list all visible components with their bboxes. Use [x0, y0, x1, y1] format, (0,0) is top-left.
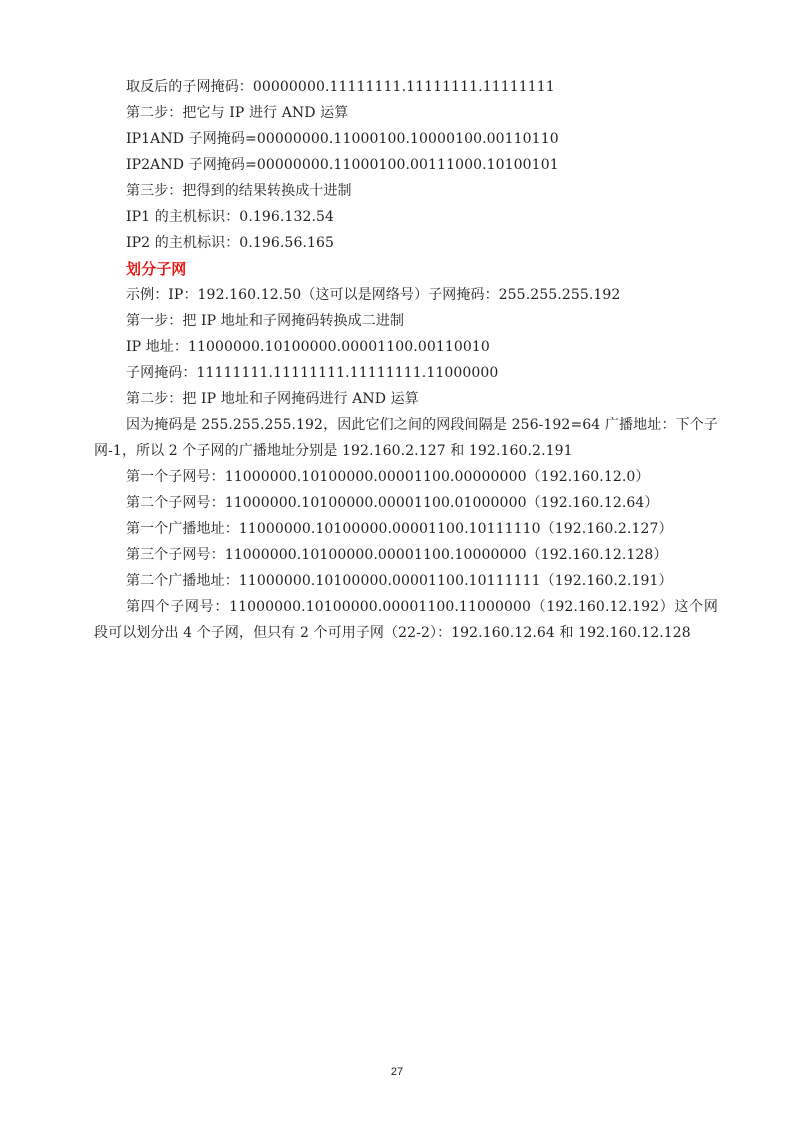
text-line: 第一步：把 IP 地址和子网掩码转换成二进制	[126, 313, 405, 329]
text-line: 第一个子网号：11000000.10100000.00001100.00000000（192.160.12.0）	[126, 469, 650, 485]
text-line: IP1AND 子网掩码=00000000.11000100.10000100.00110110	[126, 131, 559, 147]
final-paragraph: 第四个子网号：11000000.10100000.00001100.11000000（192.160.12.192）这个网段可以划分出 4 个子网，但只有 2 个可用子网（22-2）：192.160.12.64 和 192.160.12.128	[94, 599, 718, 641]
text-line: 第三步：把得到的结果转换成十进制	[126, 183, 352, 199]
text-line: 示例：IP：192.160.12.50（这可以是网络号）子网掩码：255.255.255.192	[126, 287, 621, 303]
text-line: IP2AND 子网掩码=00000000.11000100.00111000.10100101	[126, 157, 559, 173]
text-line: 第二步：把 IP 地址和子网掩码进行 AND 运算	[126, 391, 419, 407]
page-content	[94, 74, 718, 646]
section-heading: 划分子网	[126, 260, 187, 278]
text-line: IP 地址：11000000.10100000.00001100.00110010	[126, 339, 490, 355]
text-line: 子网掩码：11111111.11111111.11111111.11000000	[126, 365, 499, 381]
text-line: IP1 的主机标识：0.196.132.54	[126, 209, 335, 225]
text-line: 取反后的子网掩码：00000000.11111111.11111111.11111111	[126, 79, 555, 95]
text-line: 第二个广播地址：11000000.10100000.00001100.10111111（192.160.2.191）	[126, 573, 673, 589]
text-line: IP2 的主机标识：0.196.56.165	[126, 235, 335, 251]
text-line: 第一个广播地址：11000000.10100000.00001100.10111110（192.160.2.127）	[126, 521, 673, 537]
interval-paragraph: 因为掩码是 255.255.255.192，因此它们之间的网段间隔是 256-192=64 广播地址：下个子网-1，所以 2 个子网的广播地址分别是 192.160.2.127 和 192.160.2.191	[94, 417, 718, 459]
text-line: 第三个子网号：11000000.10100000.00001100.10000000（192.160.12.128）	[126, 547, 668, 563]
text-line: 第二步：把它与 IP 进行 AND 运算	[126, 105, 349, 121]
page-number: 27	[390, 1066, 404, 1078]
text-line: 第二个子网号：11000000.10100000.00001100.01000000（192.160.12.64）	[126, 495, 659, 511]
